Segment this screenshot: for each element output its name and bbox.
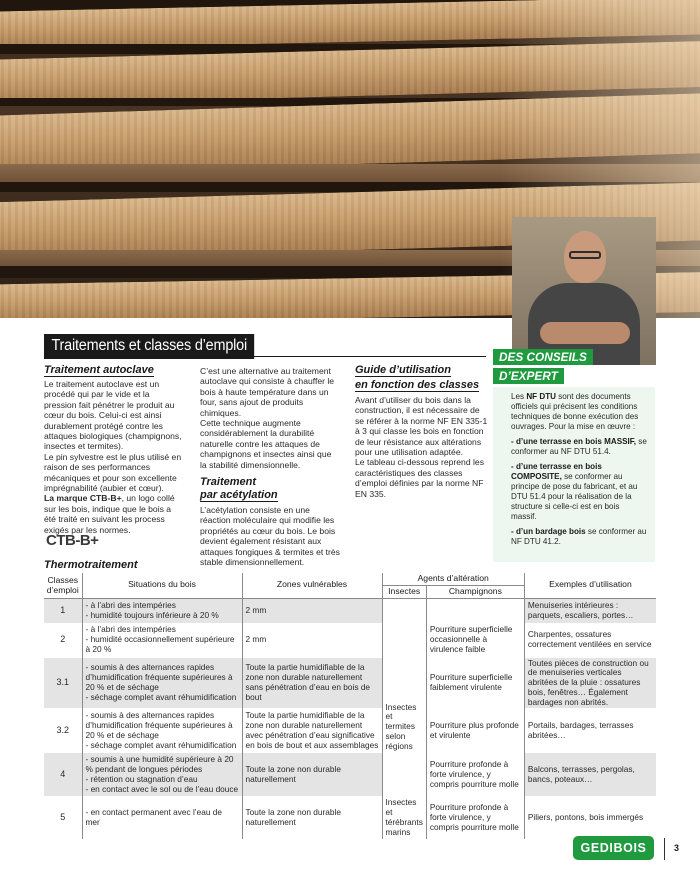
header-zones: Zones vulnérables xyxy=(242,573,382,598)
guide-paragraph-1: Avant d’utiliser du bois dans la construction, il est nécessaire de se référer à la norme NF EN 335-1 à 3 qui classe les bois en fonction de leur résistance aux altérations pour une utilisation adaptée. xyxy=(355,395,488,458)
expert-item-massif: - d’une terrasse en bois MASSIF, se conformer au NF DTU 51.4. xyxy=(511,437,647,456)
header-insectes: Insectes xyxy=(382,585,426,598)
heading-autoclave: Traitement autoclave xyxy=(44,364,154,376)
expert-tag-line-1: DES CONSEILS xyxy=(493,349,593,365)
page-number: 3 xyxy=(674,843,680,853)
ctb-brand-desc: , un logo collé sur les bois, indique que le bois a été traité en suivant les process exigés par les normes. xyxy=(44,493,175,535)
header-agents: Agents d’altération xyxy=(382,573,524,585)
thermo-paragraph-1: C’est une alternative au traitement autoclave qui consiste à chauffer le bois à haute température dans un four, sans ajout de produits chimiques. xyxy=(200,366,335,418)
table-row: 3.2 - soumis à des alternances rapides d’humidification fréquente supérieures à 20 % et de séchage - séchage complet avant réhumidification Toute la partie humidifiable de la zone non durable naturellement avec pénétration d’eau significative en bois de bout et aux assemblages Pourriture plus profonde et virulente Portails, bardages, terrasses abritées… xyxy=(44,709,656,753)
heading-acetylation-l1: Traitement xyxy=(200,476,257,489)
heading-guide-l1: Guide d’utilisation xyxy=(355,364,451,376)
column-guide xyxy=(355,364,490,499)
autoclave-paragraph-2: Le pin sylvestre est le plus utilisé en raison de ses performances mécaniques et pour son excellente imprégnabilité (aubier et cœur). xyxy=(44,451,182,494)
heading-guide-l2: en fonction des classes xyxy=(355,379,480,391)
page-divider xyxy=(664,838,665,860)
autoclave-paragraph-3 xyxy=(44,493,184,535)
classes-emploi-table xyxy=(44,573,656,839)
gedibois-logo: GEDIBOIS xyxy=(573,836,654,860)
expert-intro: Les NF DTU sont des documents officiels qui précisent les conditions techniques de bonne exécution des ouvrages. Pour la mise en œuvre : xyxy=(511,392,639,431)
acetylation-paragraph: L’acétylation consiste en une réaction moléculaire qui modifie les propriétés au cœur du bois. Le bois devient également résistant aux attaques fongiques & termites et très stable dimensionnellement. xyxy=(200,505,340,568)
title-rule xyxy=(44,356,486,357)
thermo-paragraph-2: Cette technique augmente considérablement la durabilité naturelle contre les attaques de champignons et insectes ainsi que la stabilité dimensionnelle. xyxy=(200,418,332,470)
table-row: 5 - en contact permanent avec l’eau de mer Toute la zone non durable naturellement Insectes et térébrants marins Pourriture profonde à forte virulence, y compris pourriture molle Piliers, pontons, bois immergés xyxy=(44,797,656,839)
expert-photo xyxy=(512,217,656,365)
expert-tag-line-2: D’EXPERT xyxy=(493,368,564,384)
header-situations: Situations du bois xyxy=(82,573,242,598)
ctb-b-plus-logo: CTB-B+ xyxy=(46,532,99,549)
table-row: 2 - à l’abri des intempéries - humidité occasionnellement supérieure à 20 % 2 mm Pourriture superficielle occasionnelle à virulence faible Charpentes, ossatures correctement ventilées en service xyxy=(44,623,656,657)
table-row: 4 - soumis à une humidité supérieure à 20 % pendant de longues périodes - rétention ou stagnation d’eau - en contact avec le sol ou de l’eau douce Toute la zone non durable naturellement Pourriture profonde à forte virulence, y compris pourriture molle Balcons, terrasses, pergolas, bancs, poteaux… xyxy=(44,753,656,797)
page-title: Traitements et classes d’emploi xyxy=(44,334,254,359)
ctb-brand-name: La marque CTB-B+ xyxy=(44,493,122,504)
autoclave-paragraph-1: Le traitement autoclave est un procédé qui par le vide et la pression fait pénétrer le produit au cœur du bois. Celui-ci est ainsi durablement protégé contre les attaques biologiques (champignons, insectes et termites). xyxy=(44,379,182,452)
column-autoclave xyxy=(44,364,184,535)
column-thermo xyxy=(200,366,340,568)
heading-thermotraitement: Thermotraitement xyxy=(44,559,138,571)
expert-advice xyxy=(511,392,647,547)
header-champignons: Champignons xyxy=(426,585,524,598)
table-row: 3.1 - soumis à des alternances rapides d’humidification fréquente supérieures à 20 % et de séchage - séchage complet avant réhumidification Toute la partie humidifiable de la zone non durable naturellement sans pénétration d’eau en bois de bout Insectes et termites selon régions Pourriture superficielle faiblement virulente Toutes pièces de construction ou de menuiseries verticales abritées de la pluie : ossatures bois, fenêtres… Également bardages non abrités. xyxy=(44,657,656,709)
expert-item-bardage: - d’un bardage bois se conformer au NF DTU 41.2. xyxy=(511,527,647,546)
guide-paragraph-2: Le tableau ci-dessous reprend les caractéristiques des classes d’emploi définies par la norme NF EN 335. xyxy=(355,457,484,499)
heading-acetylation-l2: par acétylation xyxy=(200,489,278,502)
header-classes: Classes d’emploi xyxy=(44,573,82,598)
table-row: 1 - à l’abri des intempéries - humidité toujours inférieure à 20 % 2 mm Menuiseries intérieures : parquets, escaliers, portes… xyxy=(44,598,656,623)
expert-item-composite: - d’une terrasse en bois COMPOSITE, se conformer au principe de pose du fabricant, et au DTU 51.4 pour la réalisation de la structure si celle-ci est en bois massif. xyxy=(511,462,638,521)
header-exemples: Exemples d’utilisation xyxy=(524,573,656,598)
